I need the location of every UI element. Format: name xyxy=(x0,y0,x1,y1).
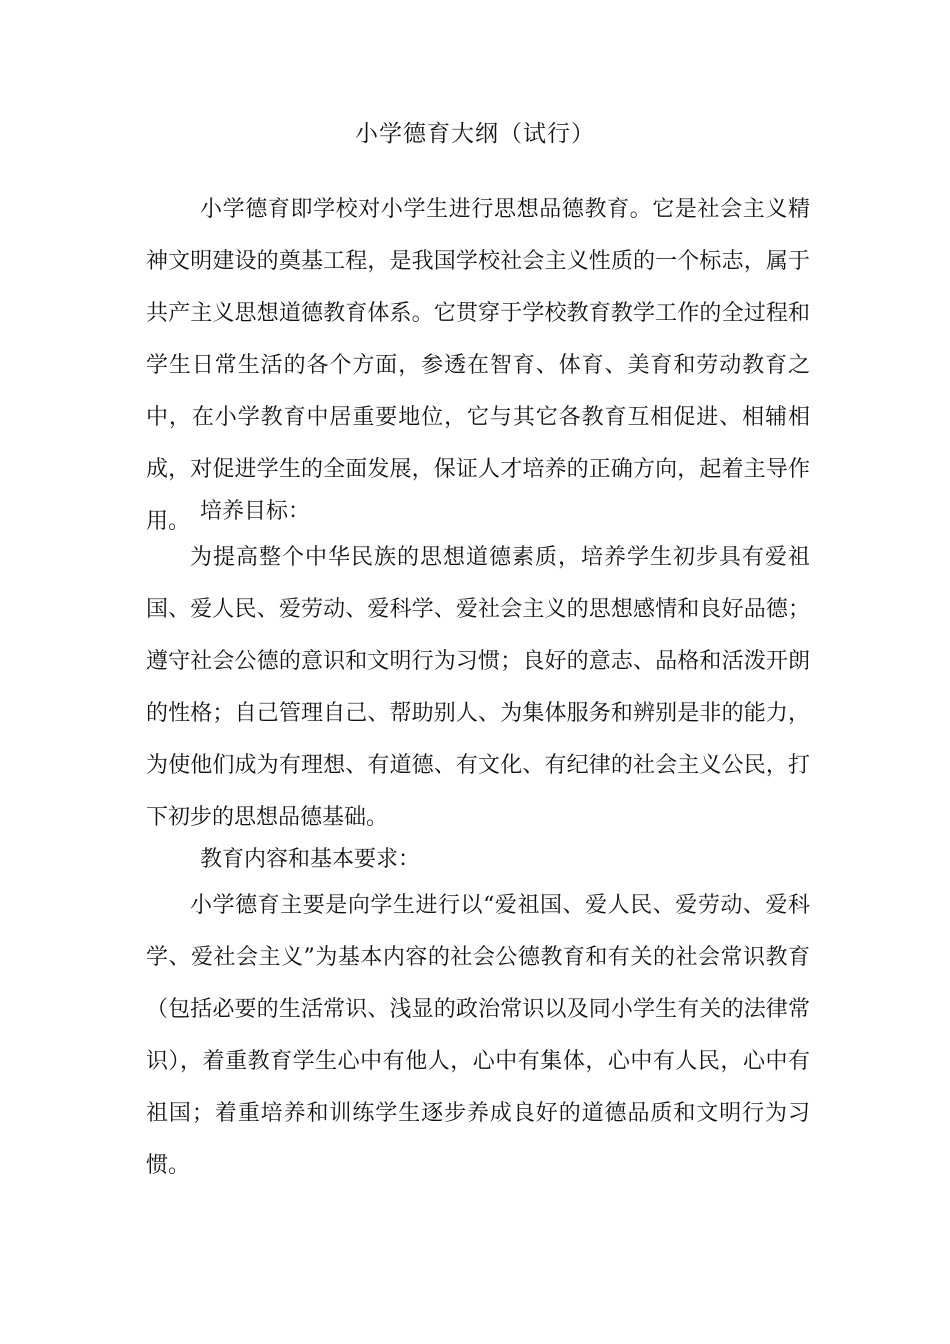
document-title: 小学德育大纲（试行） xyxy=(355,121,595,147)
paragraph-content: 小学德育主要是向学生进行以“爱祖国、爱人民、爱劳动、爱科学、爱社会主义”为基本内容的社会公德教育和有关的社会常识教育（包括必要的生活常识、浅显的政治常识以及同小学生有关的法律常识），着重教育学生心中有他人，心中有集体，心中有人民，心中有祖国；着重培养和训练学生逐步养成良好的道德品质和文明行为习惯。 xyxy=(146,893,810,1178)
heading-content: 教育内容和基本要求： xyxy=(200,847,421,872)
paragraph-intro: 小学德育即学校对小学生进行思想品德教育。它是社会主义精神文明建设的奠基工程，是我国学校社会主义性质的一个标志，属于共产主义思想道德教育体系。它贯穿于学校教育教学工作的全过程和学生日常生活的各个方面，参透在智育、体育、美育和劳动教育之中，在小学教育中居重要地位，它与其它各教育互相促进、相辅相成，对促进学生的全面发展，保证人才培养的正确方向，起着主导作用。 xyxy=(146,197,810,534)
heading-goals: 培养目标： xyxy=(200,499,311,524)
paragraph-goals: 为提高整个中华民族的思想道德素质，培养学生初步具有爱祖国、爱人民、爱劳动、爱科学、爱社会主义的思想感情和良好品德；遵守社会公德的意识和文明行为习惯；良好的意志、品格和活泼开朗的性格；自己管理自己、帮助别人、为集体服务和辨别是非的能力，为使他们成为有理想、有道德、有文化、有纪律的社会主义公民，打下初步的思想品德基础。 xyxy=(146,545,810,830)
